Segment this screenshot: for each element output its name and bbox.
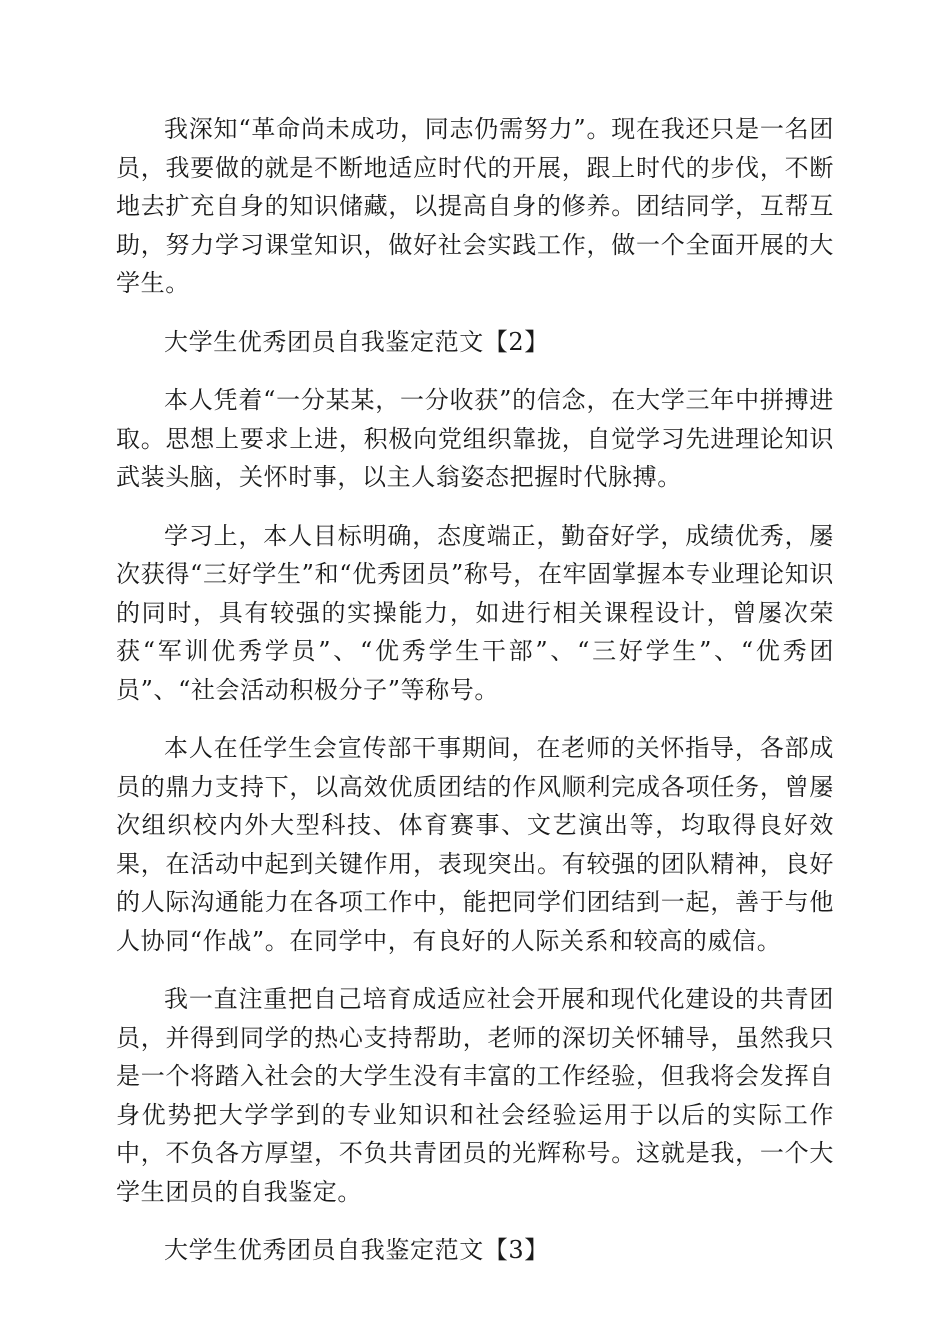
section-heading-2: 大学生优秀团员自我鉴定范文【2】 bbox=[164, 327, 549, 356]
paragraph-1: 我深知“革命尚未成功，同志仍需努力”。现在我还只是一名团员，我要做的就是不断地适应时代的开展，跟上时代的步伐，不断地去扩充自身的知识储藏，以提高自身的修养。团结同学，互帮互助，努力学习课堂知识，做好社会实践工作，做一个全面开展的大学生。 bbox=[116, 115, 834, 297]
section-heading-3: 大学生优秀团员自我鉴定范文【3】 bbox=[164, 1236, 549, 1264]
paragraph-4: 本人在任学生会宣传部干事期间，在老师的关怀指导，各部成员的鼎力支持下，以高效优质团结的作风顺利完成各项任务，曾屡次组织校内外大型科技、体育赛事、文艺演出等，均取得良好效果，在活动中起到关键作用，表现突出。有较强的团队精神，良好的人际沟通能力在各项工作中，能把同学们团结到一起，善于与他人协同“作战”。在同学中，有良好的人际关系和较高的威信。 bbox=[116, 734, 834, 955]
document-body bbox=[116, 110, 834, 1290]
paragraph-5: 我一直注重把自己培育成适应社会开展和现代化建设的共青团员，并得到同学的热心支持帮助，老师的深切关怀辅导，虽然我只是一个将踏入社会的大学生没有丰富的工作经验，但我将会发挥自身优势把大学学到的专业知识和社会经验运用于以后的实际工作中，不负各方厚望，不负共青团员的光辉称号。这就是我，一个大学生团员的自我鉴定。 bbox=[116, 985, 834, 1206]
paragraph-3: 学习上，本人目标明确，态度端正，勤奋好学，成绩优秀，屡次获得“三好学生”和“优秀团员”称号，在牢固掌握本专业理论知识的同时，具有较强的实操能力，如进行相关课程设计，曾屡次荣获“军训优秀学员”、“优秀学生干部”、“三好学生”、“优秀团员”、“社会活动积极分子”等称号。 bbox=[116, 521, 834, 704]
paragraph-2: 本人凭着“一分某某，一分收获”的信念，在大学三年中拼搏进取。思想上要求上进，积极向党组织靠拢，自觉学习先进理论知识武装头脑，关怀时事，以主人翁姿态把握时代脉搏。 bbox=[116, 386, 834, 491]
